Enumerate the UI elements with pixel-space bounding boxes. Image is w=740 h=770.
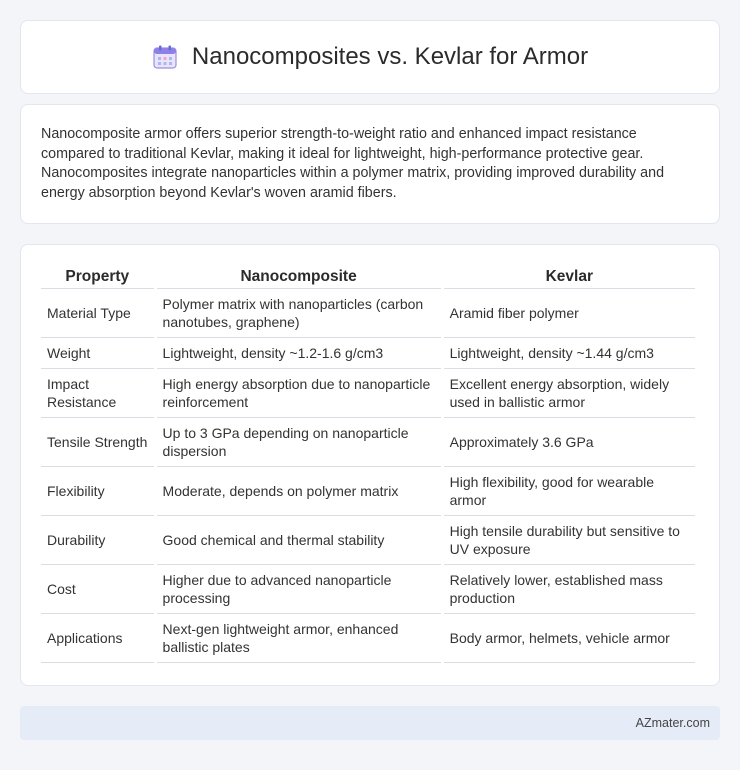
- table-row: [41, 369, 695, 418]
- table-row: [41, 516, 695, 565]
- property-cell: Applications: [41, 614, 154, 663]
- footer-brand[interactable]: AZmater.com: [635, 716, 710, 730]
- kevlar-cell: Body armor, helmets, vehicle armor: [444, 614, 695, 663]
- kevlar-cell: Excellent energy absorption, widely used in ballistic armor: [444, 369, 695, 418]
- nanocomposite-cell: Good chemical and thermal stability: [157, 516, 441, 565]
- intro-text: Nanocomposite armor offers superior strength-to-weight ratio and enhanced impact resistance compared to traditional Kevlar, making it ideal for lightweight, high-performance protective gear. Nanocomposites integrate nanoparticles within a polymer matrix, providing improved durability and energy absorption beyond Kevlar's woven aramid fibers.: [41, 126, 665, 201]
- property-cell: Cost: [41, 565, 154, 614]
- property-cell: Weight: [41, 338, 154, 369]
- kevlar-cell: Approximately 3.6 GPa: [444, 418, 695, 467]
- nanocomposite-cell: High energy absorption due to nanoparticle reinforcement: [157, 369, 441, 418]
- title-card: [20, 20, 720, 94]
- kevlar-cell: Relatively lower, established mass production: [444, 565, 695, 614]
- table-row: [41, 338, 695, 369]
- nanocomposite-cell: Moderate, depends on polymer matrix: [157, 467, 441, 516]
- calendar-icon: [152, 44, 178, 70]
- kevlar-cell: High tensile durability but sensitive to UV exposure: [444, 516, 695, 565]
- kevlar-cell: Lightweight, density ~1.44 g/cm3: [444, 338, 695, 369]
- property-cell: Tensile Strength: [41, 418, 154, 467]
- table-row: [41, 614, 695, 663]
- intro-card: [20, 104, 720, 224]
- footer: [20, 706, 720, 740]
- nanocomposite-cell: Next-gen lightweight armor, enhanced ballistic plates: [157, 614, 441, 663]
- nanocomposite-cell: Higher due to advanced nanoparticle processing: [157, 565, 441, 614]
- table-card: [20, 244, 720, 686]
- header-nanocomposite: Nanocomposite: [157, 265, 441, 289]
- comparison-table: [38, 265, 698, 663]
- nanocomposite-cell: Up to 3 GPa depending on nanoparticle dispersion: [157, 418, 441, 467]
- table-row: [41, 565, 695, 614]
- nanocomposite-cell: Lightweight, density ~1.2-1.6 g/cm3: [157, 338, 441, 369]
- table-header-row: [41, 265, 695, 289]
- nanocomposite-cell: Polymer matrix with nanoparticles (carbon nanotubes, graphene): [157, 289, 441, 338]
- header-property: Property: [41, 265, 154, 289]
- header-kevlar: Kevlar: [444, 265, 695, 289]
- table-row: [41, 467, 695, 516]
- table-row: [41, 289, 695, 338]
- kevlar-cell: Aramid fiber polymer: [444, 289, 695, 338]
- property-cell: Durability: [41, 516, 154, 565]
- property-cell: Impact Resistance: [41, 369, 154, 418]
- property-cell: Material Type: [41, 289, 154, 338]
- kevlar-cell: High flexibility, good for wearable armor: [444, 467, 695, 516]
- property-cell: Flexibility: [41, 467, 154, 516]
- table-row: [41, 418, 695, 467]
- page-title: Nanocomposites vs. Kevlar for Armor: [191, 43, 589, 70]
